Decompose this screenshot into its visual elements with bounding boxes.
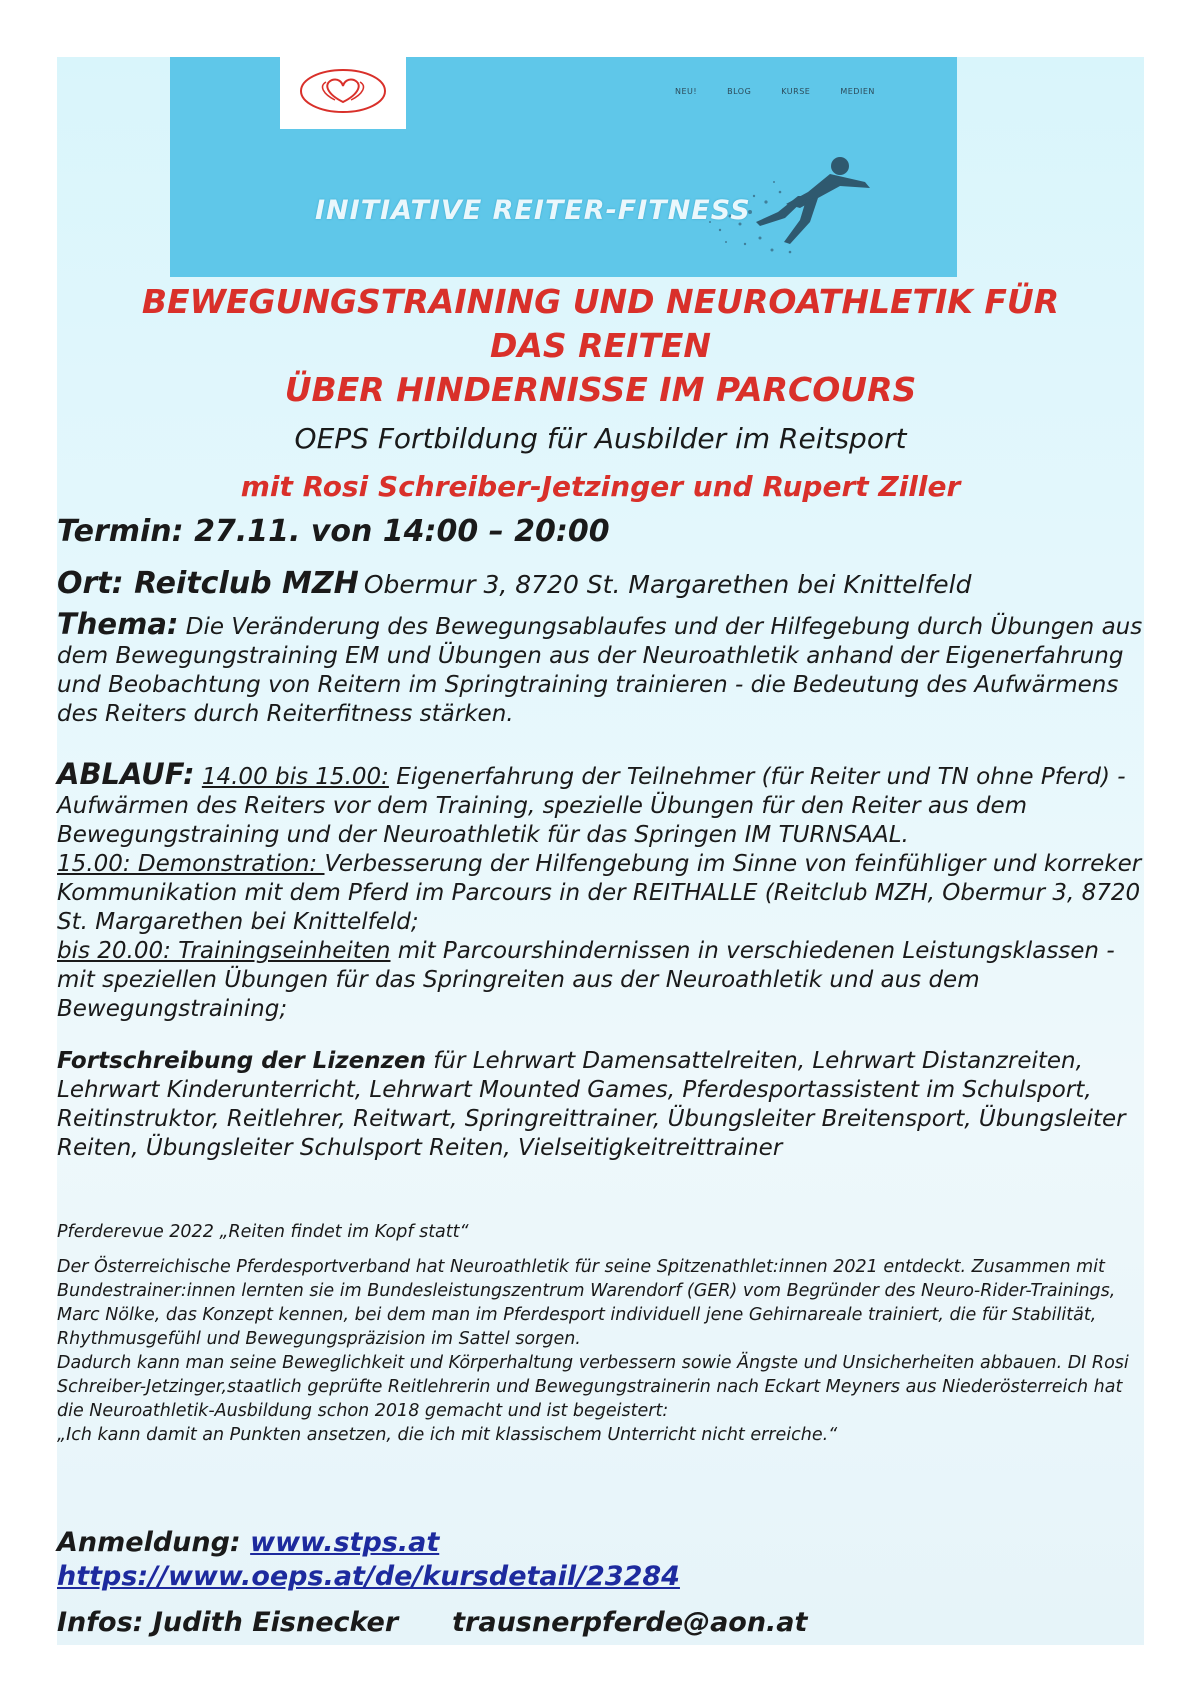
ablauf-item3-time: bis 20.00: Trainingseinheiten [57, 938, 391, 964]
nav-item-blog[interactable]: BLOG [727, 87, 752, 96]
headline-line-2: DAS REITEN [489, 326, 712, 365]
press-source [57, 1220, 1144, 1244]
ablauf-item3-text: mit Parcourshindernissen in verschiedenen Leistungsklassen - mit speziellen Übungen für das Springreiten aus der Neuroathletik und aus dem Bewegungstraining; [57, 938, 1115, 1022]
termin: Termin: 27.11. von 14:00 – 20:00 [57, 514, 610, 549]
press-para-1: Der Österreichische Pferdesportverband hat Neuroathletik für seine Spitzenathlet:innen 2021 entdeckt. Zusammen mit Bundestrainer:innen lernten sie im Bundesleistungszentrum Warendorf (GER) vom Begründer des Neuro-Rider-Trainings, Marc Nölke, das Konzept kennen, bei dem man im Pferdesport individuell jene Gehirnareale trainiert, die für Stabilität, Rhythmusgefühl und Bewegungspräzision im Sattel sorgen. [57, 1257, 1116, 1349]
ablauf-item1-text: Eigenerfahrung der Teilnehmer (für Reiter und TN ohne Pferd) - Aufwärmen des Reiters vor dem Training, spezielle Übungen für den Reiter aus dem Bewegungstraining und der Neuroathletik für das Springen IM TURNSAAL. [57, 764, 1126, 848]
oeps-link-line [57, 1561, 680, 1592]
nav-item-neu[interactable]: NEU! [675, 87, 698, 96]
ort [57, 566, 971, 601]
flyer-page [57, 57, 1144, 1645]
infos-email[interactable]: trausnerpferde@aon.at [452, 1607, 808, 1638]
ablauf-item1-time: 14.00 bis 15.00: [201, 764, 389, 790]
ort-label: Ort: Reitclub MZH [57, 566, 359, 601]
lizenzen-text: für Lehrwart Damensattelreiten, Lehrwart Distanzreiten, Lehrwart Kinderunterricht, Lehrwart Mounted Games, Pferdesportassistent im Schulsport, Reitinstruktor, Reitlehrer, Reitwart, Springreittrainer, Übungsleiter Breitensport, Übungsleiter Reiten, Übungsleiter Schulsport Reiten, Vielseitigkeitreittrainer [57, 1048, 1126, 1161]
ablauf-label: ABLAUF: [57, 757, 195, 791]
lizenzen-label: Fortschreibung der Lizenzen [57, 1048, 426, 1074]
logo [280, 57, 406, 129]
thema-section [57, 607, 1144, 729]
presenters: mit Rosi Schreiber-Jetzinger und Rupert Ziller [240, 470, 961, 503]
anmeldung [57, 1527, 439, 1558]
nav-item-kurse[interactable]: KURSE [781, 87, 811, 96]
banner-nav [675, 87, 875, 96]
heart-logo-icon [297, 66, 389, 120]
press-source-text: Pferderevue 2022 „Reiten findet im Kopf statt“ [57, 1222, 469, 1242]
header-banner [170, 57, 957, 277]
ablauf-item2-time: 15.00: Demonstration: [57, 851, 325, 877]
anmeldung-label: Anmeldung: [57, 1527, 251, 1558]
ort-address: Obermur 3, 8720 St. Margarethen bei Knittelfeld [363, 570, 972, 599]
banner-title: INITIATIVE REITER-FITNESS [315, 195, 751, 226]
thema-text: Die Veränderung des Bewegungsablaufes und der Hilfegebung durch Übungen aus dem Bewegungstraining EM und Übungen aus der Neuroathletik anhand der Eigenerfahrung und Beobachtung von Reitern im Springtraining trainieren - die Bedeutung des Aufwärmens des Reiters durch Reiterfitness stärken. [57, 614, 1143, 727]
press-section [57, 1255, 1144, 1447]
oeps-link[interactable]: https://www.oeps.at/de/kursdetail/23284 [57, 1561, 680, 1592]
headline-line-3: ÜBER HINDERNISSE IM PARCOURS [284, 370, 917, 409]
stps-link[interactable]: www.stps.at [250, 1527, 440, 1558]
lizenzen-section [57, 1047, 1144, 1163]
nav-item-medien[interactable]: MEDIEN [840, 87, 875, 96]
ablauf-section [57, 757, 1144, 1024]
thema-label: Thema: [57, 607, 179, 641]
infos-label: Infos: Judith Eisnecker [57, 1607, 399, 1638]
headline-line-1: BEWEGUNGSTRAINING UND NEUROATHLETIK FÜR [141, 282, 1060, 321]
press-quote: „Ich kann damit an Punkten ansetzen, die ich mit klassischem Unterricht nicht erreiche.“ [57, 1425, 838, 1445]
infos [57, 1607, 807, 1638]
subtitle: OEPS Fortbildung für Ausbilder im Reitsport [294, 422, 907, 455]
press-para-2: Dadurch kann man seine Beweglichkeit und Körperhaltung verbessern sowie Ängste und Unsicherheiten abbauen. DI Rosi Schreiber-Jetzinger,staatlich geprüfte Reitlehrerin und Bewegungstrainerin nach Eckart Meyners aus Niederösterreich hat die Neuroathletik-Ausbildung schon 2018 gemacht und ist begeistert: [57, 1353, 1129, 1421]
ablauf-item2-text: Verbesserung der Hilfengebung im Sinne von feinfühliger und korreker Kommunikation mit dem Pferd im Parcours in der REITHALLE (Reitclub MZH, Obermur 3, 8720 St. Margarethen bei Knittelfeld; [57, 851, 1142, 935]
